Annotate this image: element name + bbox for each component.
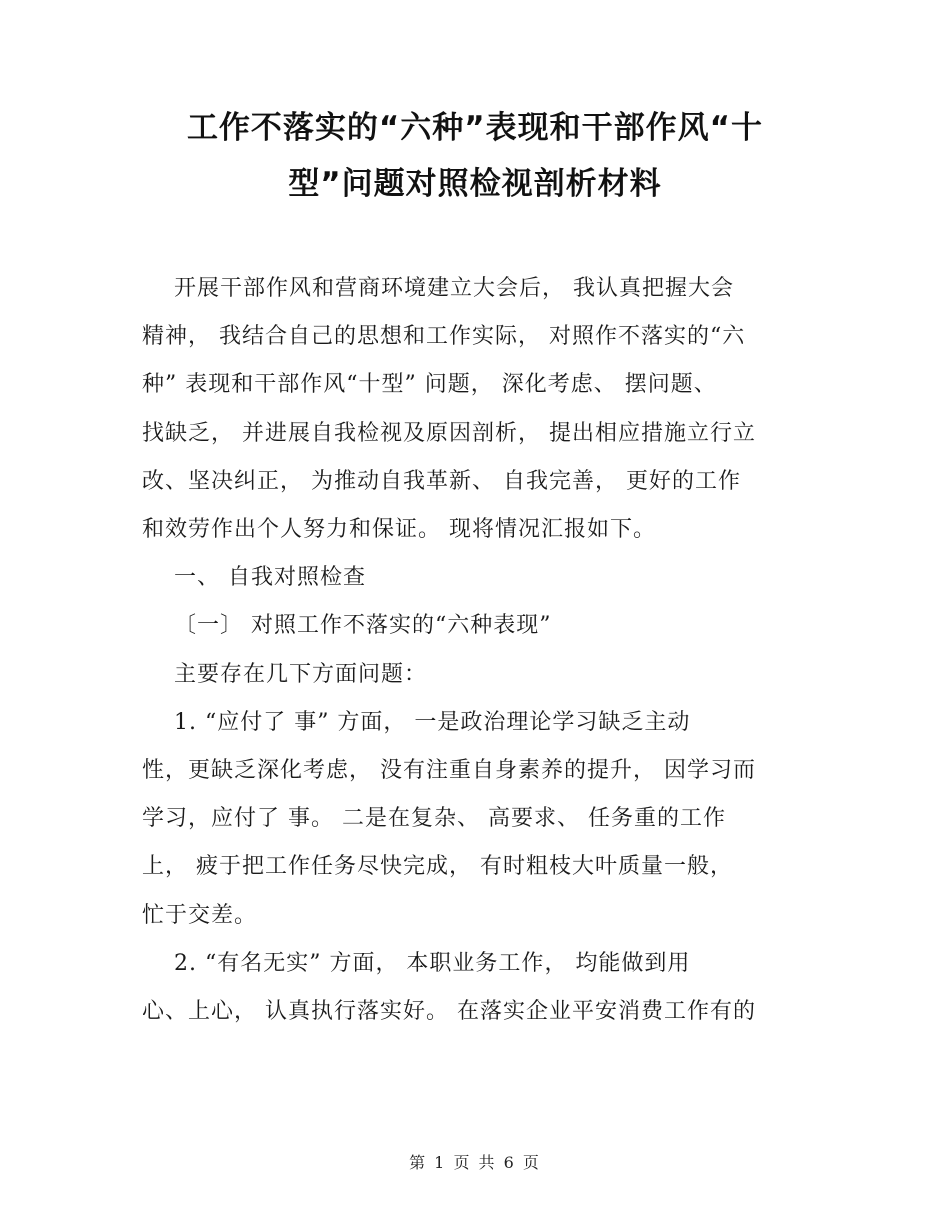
- title-line-1: 工作不落实的“六种”表现和干部作风“十: [186, 110, 764, 146]
- document-body: [142, 265, 812, 1036]
- page-footer: 第 1 页 共 6 页: [409, 1153, 541, 1172]
- body-line: 2. “有名无实” 方面， 本职业务工作， 均能做到用: [142, 950, 691, 976]
- body-line: 种” 表现和干部作风“十型” 问题， 深化考虑、 摆问题、: [142, 372, 717, 398]
- body-line: 找缺乏， 并进展自我检视及原因剖析， 提出相应措施立行立: [142, 420, 756, 446]
- document-title: [120, 100, 830, 212]
- body-line: 上， 疲于把工作任务尽快完成， 有时粗枝大叶质量一般，: [142, 854, 733, 880]
- body-line: 忙于交差。: [142, 902, 258, 928]
- body-line: 改、坚决纠正， 为推动自我革新、 自我完善， 更好的工作: [142, 468, 741, 494]
- body-line: 心、上心， 认真执行落实好。 在落实企业平安消费工作有的: [142, 999, 756, 1025]
- section-heading: 一、 自我对照检查: [142, 565, 366, 591]
- body-line: 开展干部作风和营商环境建立大会后， 我认真把握大会: [142, 276, 734, 301]
- body-line: 性，更缺乏深化考虑， 没有注重自身素养的提升， 因学习而: [142, 758, 756, 784]
- body-line: 学习，应付了 事。 二是在复杂、 高要求、 任务重的工作: [142, 806, 726, 832]
- body-line: 和效劳作出个人努力和保证。 现将情况汇报如下。: [142, 517, 656, 543]
- body-line: 1. “应付了 事” 方面， 一是政治理论学习缺乏主动: [142, 709, 691, 735]
- title-line-2: 型”问题对照检视剖析材料: [288, 166, 662, 202]
- body-line: 主要存在几下方面问题：: [142, 661, 427, 687]
- subsection-heading: 〔一〕 对照工作不落实的“六种表现”: [142, 613, 552, 639]
- body-line: 精神， 我结合自己的思想和工作实际， 对照作不落实的“六: [142, 324, 746, 350]
